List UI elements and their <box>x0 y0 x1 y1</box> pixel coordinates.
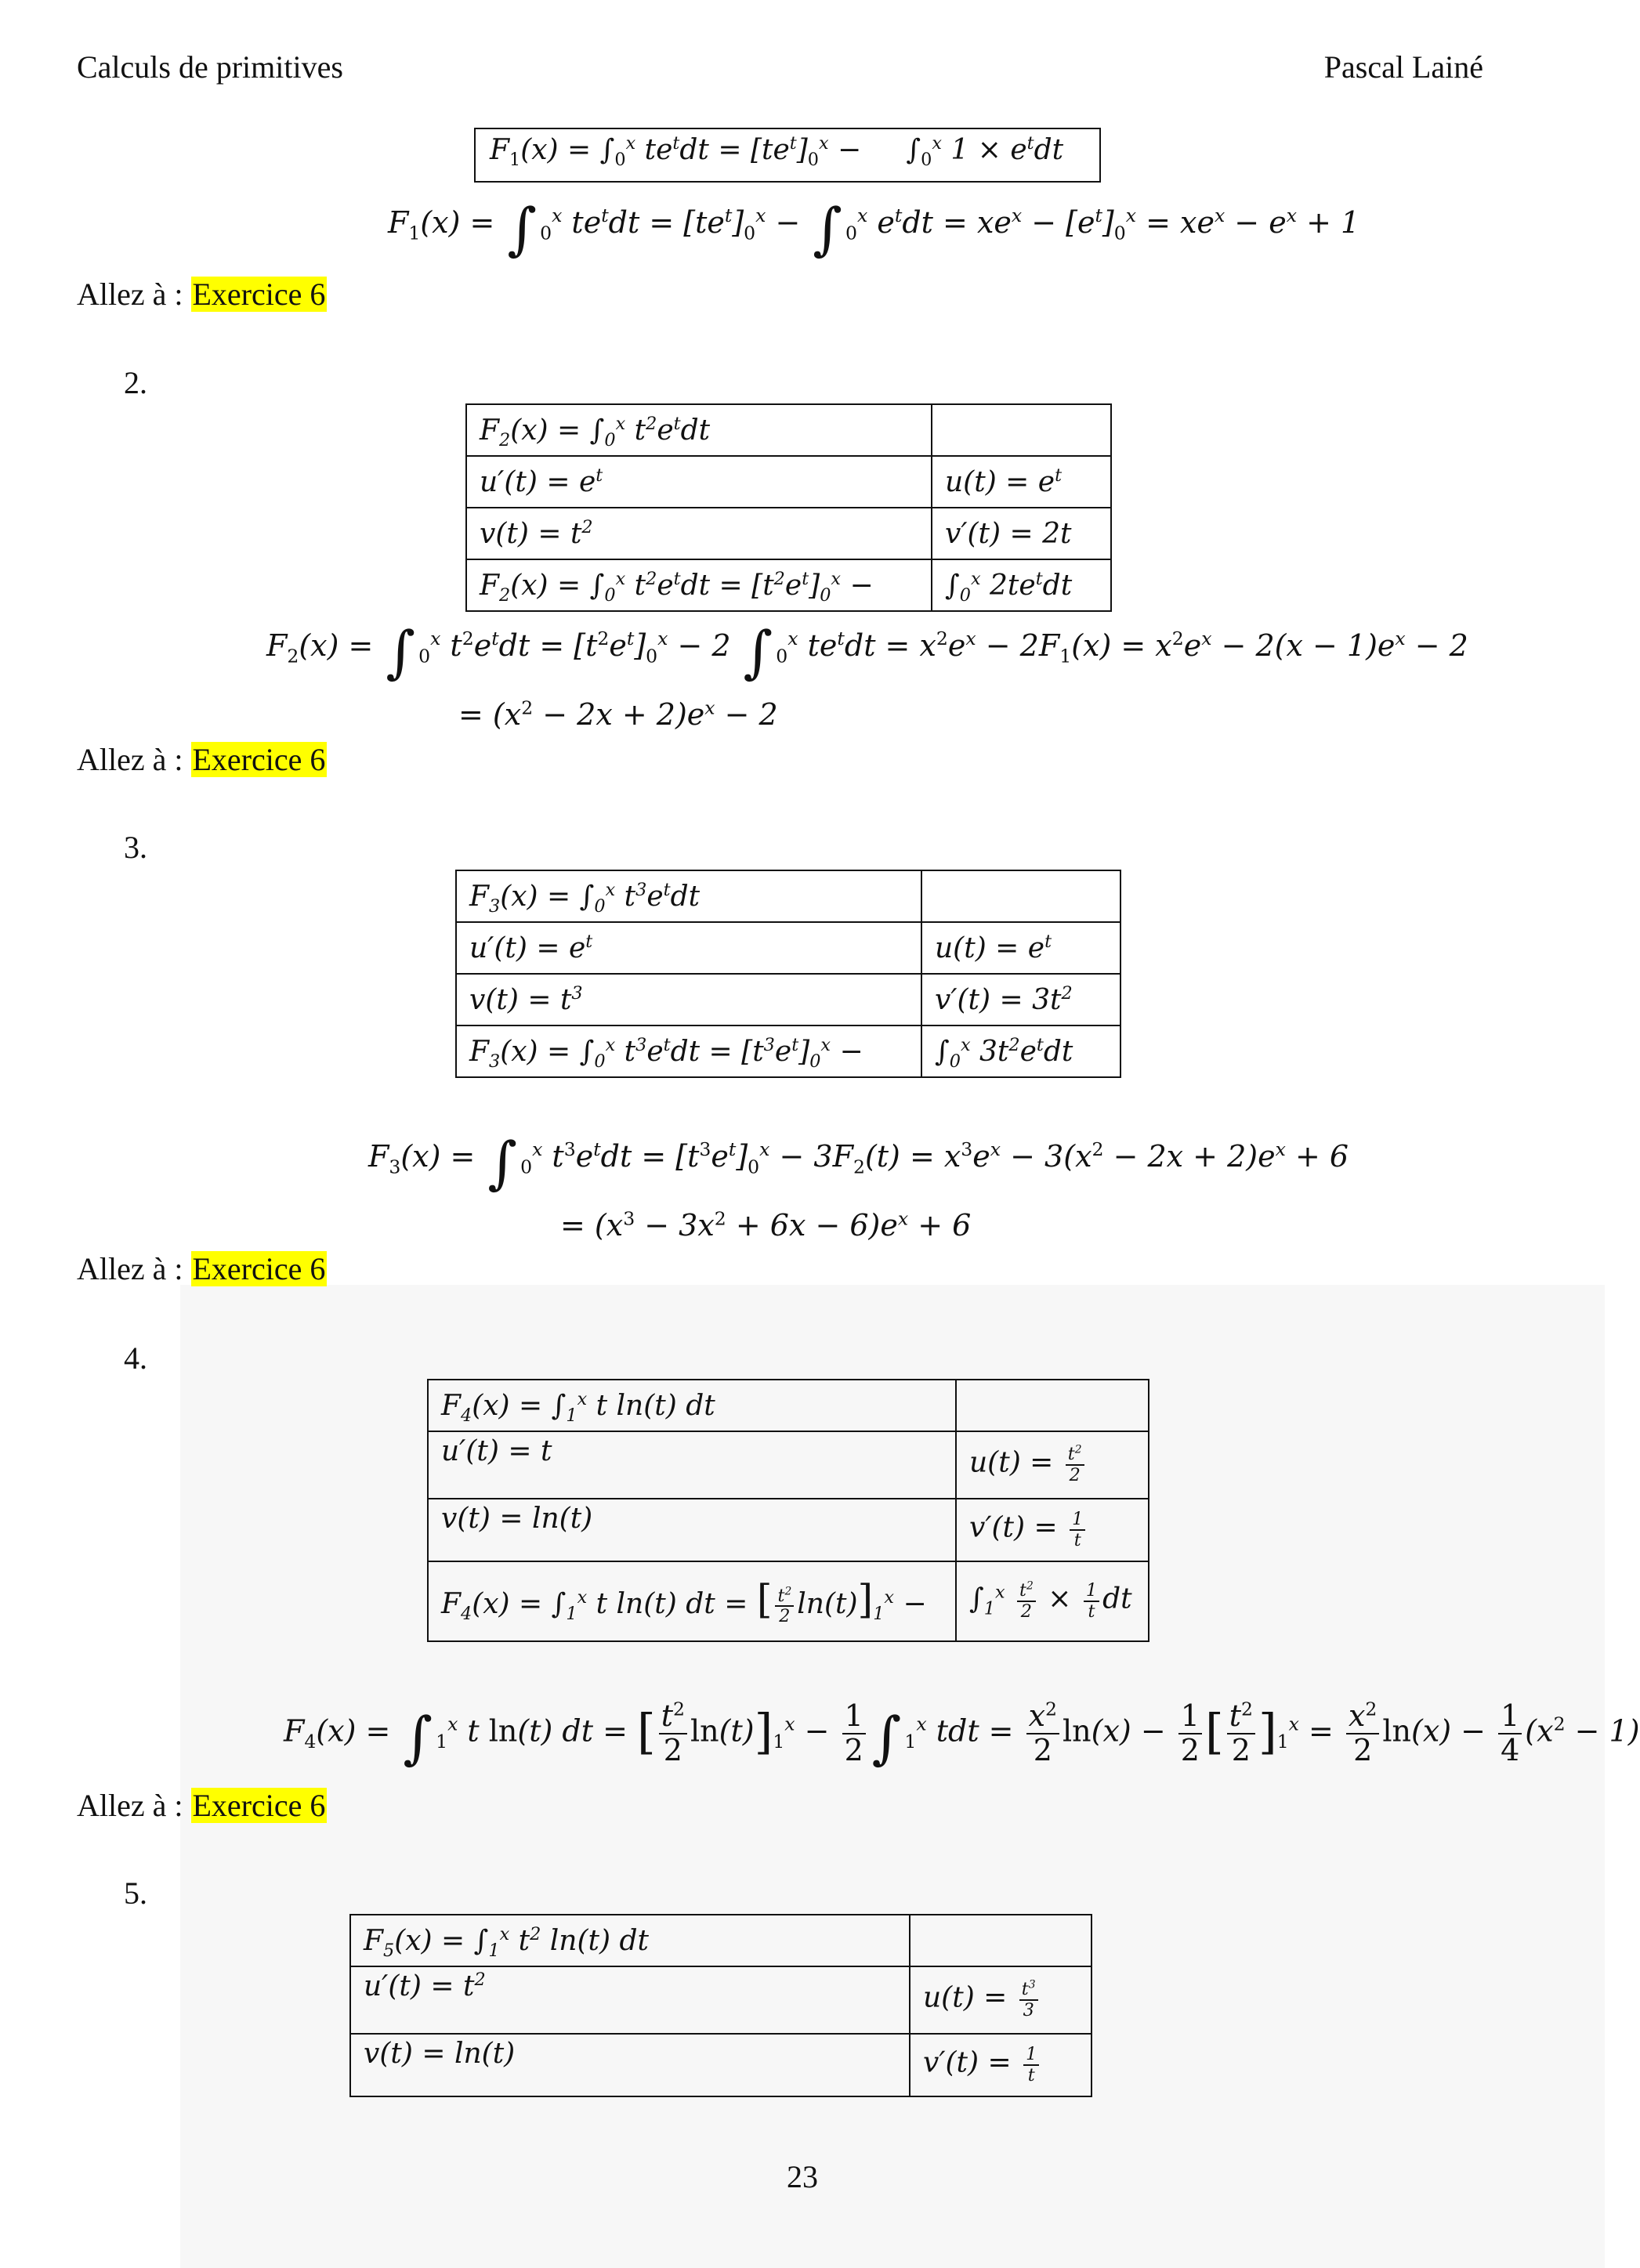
header-title: Calculs de primitives <box>77 49 343 85</box>
formula-f2-result: = $(x^2 - 2x + 2)e^x - 2$ <box>458 696 778 732</box>
ipp-table-3: $F_3(x) = \int_0^x$ $t^3e^tdt$ $u'(t) = e^t$ $u(t) = e^t$ $v(t) = t^3$ $v'(t) = 3t^2$ $F_3(x) = \int_0^x$ $t^3e^tdt = [t^3e^t]_0^x$ − $\int_0^x$ $3t^2e^tdt$ <box>455 870 1121 1078</box>
allez-link-3[interactable]: Allez à : Exercice 6 <box>77 1251 326 1286</box>
item-number-4: 4. <box>124 1340 147 1376</box>
formula-f4: $F_4(x)$ = ∫ $_1^x$ t ln(t) dt = [ $\frac{t^2}{2}$ $\ln(t)]_1^x$ − $\frac{1}{2}$ ∫ $_1^x$ tdt = $\frac{x^2}{2}$ ln(x) − $\frac{1}{2}$ [ $\frac{t^2}{2}$ ]$_1^x$ = $\frac{x^2}{2}$ ln(x) − $\frac{1}{4}$ $(x^2 - 1)$ <box>284 1698 1640 1771</box>
allez-link-4[interactable]: Allez à : Exercice 6 <box>77 1788 326 1823</box>
ipp-table-2: $F_2(x) = \int_0^x$ $t^2e^tdt$ $u'(t) = e^t$ $u(t) = e^t$ $v(t) = t^2$ v′(t) = 2t $F_2(x) = \int_0^x$ $t^2e^tdt = [t^2e^t]_0^x$ − $\int_0^x$ $2te^tdt$ <box>465 403 1112 612</box>
ipp-table-4: $F_4(x) = \int_1^x$ t ln(t) dt u′(t) = t u(t) = $\frac{t^2}{2}$ v(t) = ln(t) v′(t) = $\frac{1}{t}$ $F_4(x) = \int_1^x$ t ln(t) dt = [ $\frac{t^2}{2}$ $\ln(t)]_1^x$ − $\int_1^x$ $\frac{t^2}{2}$ × $\frac{1}{t}$ dt <box>427 1379 1149 1642</box>
formula-f3-result: = $(x^3 - 3x^2 + 6x - 6)e^x + 6$ <box>560 1207 972 1243</box>
formula-f1-boxed: $F_1(x) = \int_0^x$ $te^tdt = [te^t]_0^x$ − $\int_0^x$ $1 \times e^tdt$ <box>490 133 1064 171</box>
allez-link-1[interactable]: Allez à : Exercice 6 <box>77 277 326 312</box>
page-number: 23 <box>787 2159 818 2194</box>
item-number-3: 3. <box>124 830 147 865</box>
header-author: Pascal Lainé <box>1323 49 1483 85</box>
ipp-table-5: $F_5(x) = \int_1^x$ $t^2$ ln(t) dt $u'(t) = t^2$ u(t) = $\frac{t^3}{3}$ v(t) = ln(t) v′(t) = $\frac{1}{t}$ <box>349 1914 1092 2097</box>
formula-f2: $F_2(x)$ = ∫ $_0^x$ $t^2e^tdt = [t^2e^t]_0^x - 2$ ∫ $_0^x$ $te^tdt = x^2e^x - 2F_1(x) = x^2e^x - 2(x - 1)e^x - 2$ <box>266 620 1468 685</box>
allez-link-2[interactable]: Allez à : Exercice 6 <box>77 742 326 777</box>
formula-f3: $F_3(x)$ = ∫ $_0^x$ $t^3e^tdt = [t^3e^t]_0^x - 3F_2(t) = x^3e^x - 3(x^2 - 2x + 2)e^x + 6$ <box>368 1130 1349 1196</box>
item-number-5: 5. <box>124 1876 147 1911</box>
formula-f1: $F_1(x)$ = ∫ $_0^x$ $te^tdt = [te^t]_0^x$ − ∫ $_0^x$ $e^tdt = xe^x - [e^t]_0^x = xe^x - e^x + 1$ <box>388 197 1360 262</box>
item-number-2: 2. <box>124 365 147 400</box>
